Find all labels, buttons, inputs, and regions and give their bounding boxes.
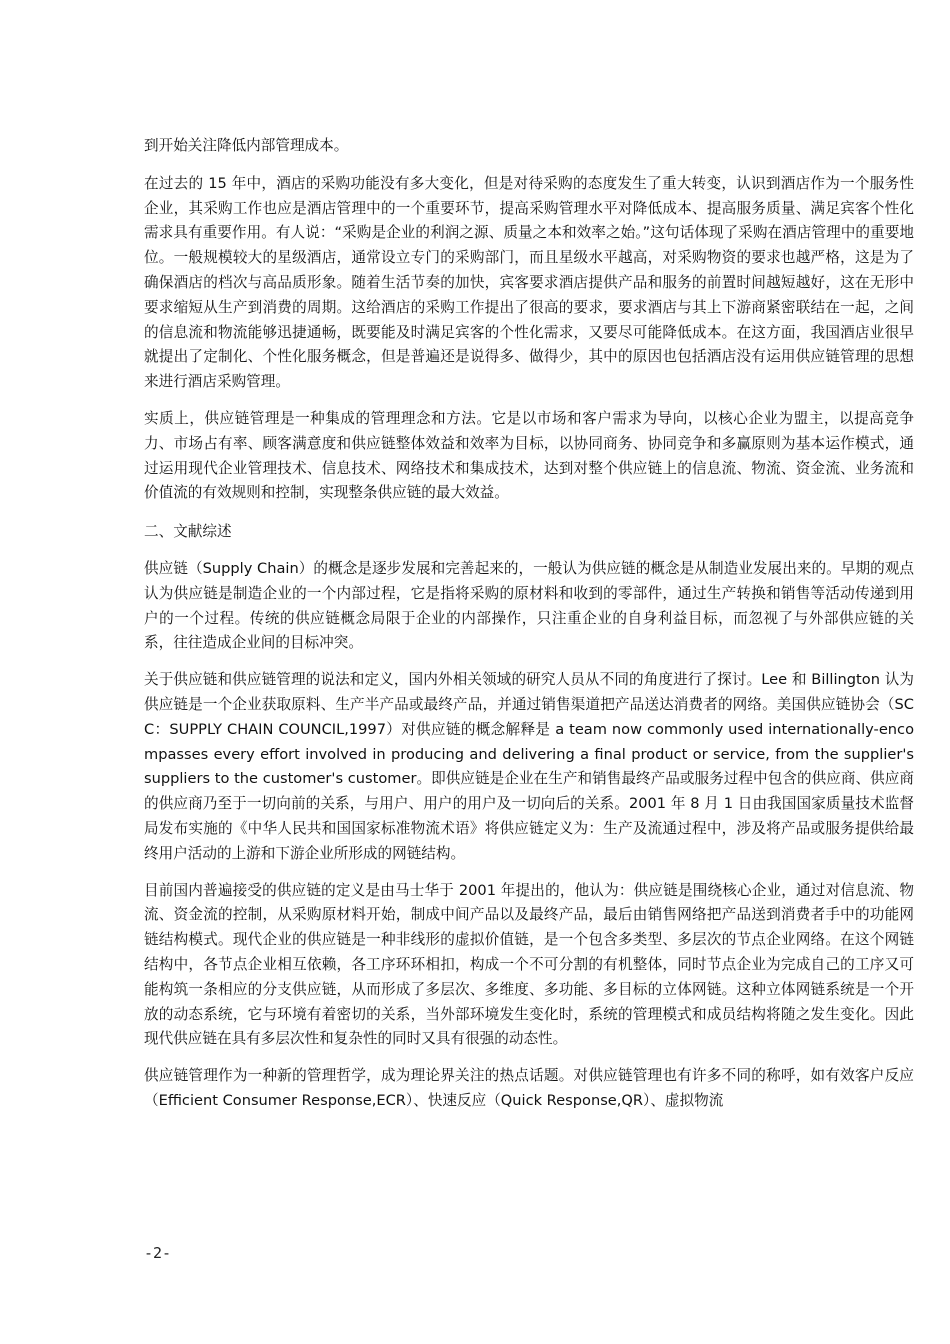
section-heading: 二、文献综述 (144, 523, 232, 541)
paragraph-scm-essence: 实质上，供应链管理是一种集成的管理理念和方法。它是以市场和客户需求为导向，以核心企业为盟主，以提高竞争力、市场占有率、顾客满意度和供应链整体效益和效率为目标，以协同商务、协同竞争和多赢原则为基本运作模式，通过运用现代企业管理技术、信息技术、网络技术和集成技术，达到对整个供应链上的信息流、物流、资金流、业务流和价值流的有效规则和控制，实现整条供应链的最大效益。 (144, 409, 914, 502)
paragraph-scm-philosophy: 供应链管理作为一种新的管理哲学，成为理论界关注的热点话题。对供应链管理也有许多不同的称呼，如有效客户反应（Efficient Consumer Response,ECR）、快速反应（Quick Response,QR）、虚拟物流 (144, 1067, 914, 1109)
page-number: -2- (144, 1244, 172, 1262)
paragraph-domestic-definition: 目前国内普遍接受的供应链的定义是由马士华于 2001 年提出的，他认为：供应链是围绕核心企业，通过对信息流、物流、资金流的控制，从采购原材料开始，制成中间产品以及最终产品，最后由销售网络把产品送到消费者手中的功能网链结构模式。现代企业的供应链是一种非线形的虚拟价值链，是一个包含多类型、多层次的节点企业网络。在这个网链结构中，各节点企业相互依赖，各工序环环相扣，构成一个不可分割的有机整体，同时节点企业为完成自己的工序又可能构筑一条相应的分支供应链，从而形成了多层次、多维度、多功能、多目标的立体网链。这种立体网链系统是一个开放的动态系统，它与环境有着密切的关系，当外部环境发生变化时，系统的管理模式和成员结构将随之发生变化。因此现代供应链在具有多层次性和复杂性的同时又具有很强的动态性。 (144, 881, 914, 1048)
paragraph-continuation: 到开始关注降低内部管理成本。 (144, 137, 349, 154)
paragraph-supply-chain-concept: 供应链（Supply Chain）的概念是逐步发展和完善起来的，一般认为供应链的概念是从制造业发展出来的。早期的观点认为供应链是制造企业的一个内部过程，它是指将采购的原材料和收到的零部件，通过生产转换和销售等活动传递到用户的一个过程。传统的供应链概念局限于企业的内部操作，只注重企业的自身利益目标，而忽视了与外部供应链的关系，往往造成企业间的目标冲突。 (144, 559, 914, 652)
paragraph-procurement: 在过去的 15 年中，酒店的采购功能没有多大变化，但是对待采购的态度发生了重大转变，认识到酒店作为一个服务性企业，其采购工作也应是酒店管理中的一个重要环节，提高采购管理水平对降低成本、提高服务质量、满足宾客个性化需求具有重要作用。有人说：“采购是企业的利润之源、质量之本和效率之始。”这句话体现了采购在酒店管理中的重要地位。一般规模较大的星级酒店，通常设立专门的采购部门，而且星级水平越高，对采购物资的要求也越严格，这是为了确保酒店的档次与高品质形象。随着生活节奏的加快，宾客要求酒店提供产品和服务的前置时间越短越好，这在无形中要求缩短从生产到消费的周期。这给酒店的采购工作提出了很高的要求，要求酒店与其上下游商紧密联结在一起，之间的信息流和物流能够迅捷通畅，既要能及时满足宾客的个性化需求，又要尽可能降低成本。在这方面，我国酒店业很早就提出了定制化、个性化服务概念，但是普遍还是说得多、做得少，其中的原因也包括酒店没有运用供应链管理的思想来进行酒店采购管理。 (144, 174, 914, 391)
page-content (144, 134, 914, 1126)
paragraph-definitions: 关于供应链和供应链管理的说法和定义，国内外相关领域的研究人员从不同的角度进行了探讨。Lee 和 Billington 认为供应链是一个企业获取原料、生产半产品或最终产品，并通过销售渠道把产品送达消费者的网络。美国供应链协会（SCC：SUPPLY CHAIN COUNCIL,1997）对供应链的概念解释是 a team now commonly used internationally-encompasses every effort involved in producing and delivering a final product or service, from the supplier's suppliers to the customer's customer。即供应链是企业在生产和销售最终产品或服务过程中包含的供应商、供应商的供应商乃至于一切向前的关系，与用户、用户的用户及一切向后的关系。2001 年 8 月 1 日由我国国家质量技术监督局发布实施的《中华人民共和国国家标准物流术语》将供应链定义为：生产及流通过程中，涉及将产品或服务提供给最终用户活动的上游和下游企业所形成的网链结构。 (144, 671, 914, 862)
